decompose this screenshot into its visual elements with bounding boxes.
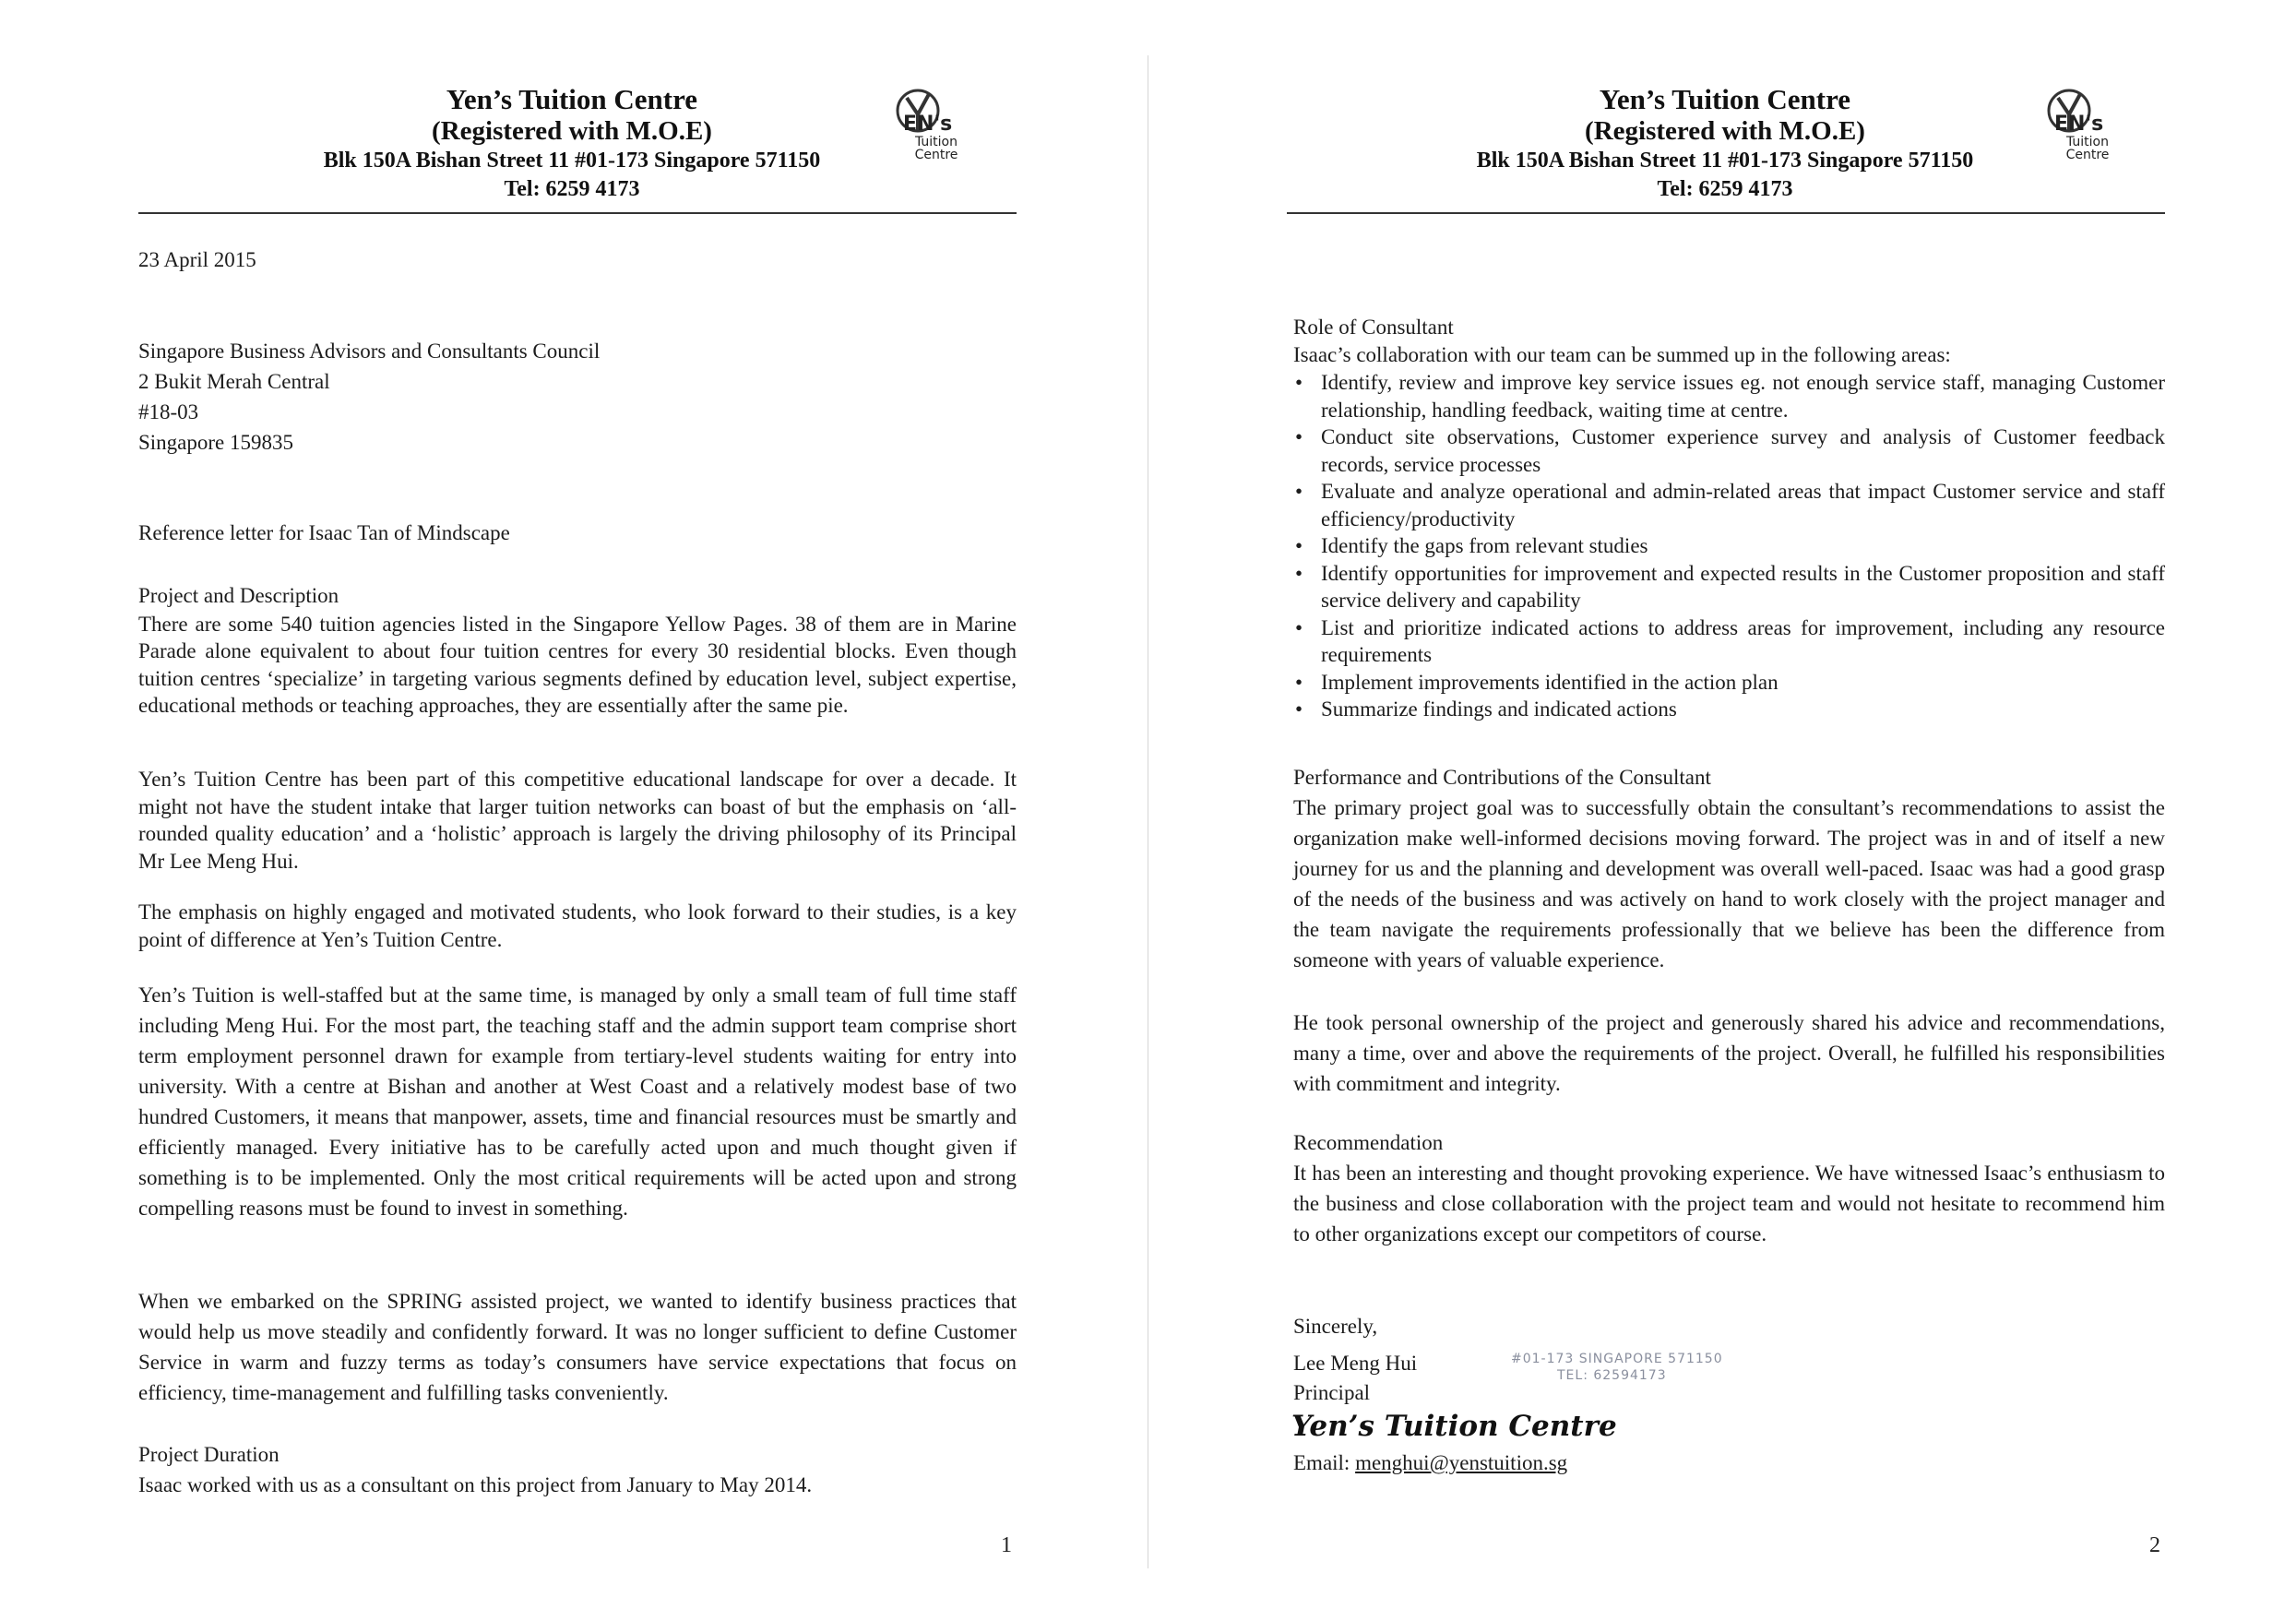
company-stamp (1511, 1351, 1723, 1384)
logo-tuition-text: Tuition (914, 135, 958, 149)
paragraph: He took personal ownership of the project and generously shared his advice and recommendations, many a time, over and above the requirements of the project. Overall, he fulfilled his responsibilities with commitment and integrity. (1293, 1011, 2165, 1095)
section-heading: Project Duration (138, 1443, 280, 1466)
section-heading: Performance and Contributions of the Consultant (1293, 766, 1711, 789)
role-list-item: • Implement improvements identified in the action plan (1293, 669, 2165, 697)
paragraph-block (138, 980, 1017, 1223)
role-list-item: • Evaluate and analyze operational and admin-related areas that impact Customer service and staff efficiency/productivity (1293, 478, 2165, 532)
paragraph: It has been an interesting and thought provoking experience. We have witnessed Isaac’s enthusiasm to the business and close collaboration with the project team and would not hesitate to recommend him to other organizations except our competitors of course. (1293, 1162, 2165, 1245)
page-number: 1 (1001, 1533, 1012, 1557)
recipient-line: Singapore 159835 (138, 431, 294, 454)
paragraph: Yen’s Tuition is well-staffed but at the same time, is managed by only a small team of full time staff including Meng Hui. For the most part, the teaching staff and the admin support team comprise short term employment personnel drawn for example from tertiary-level students waiting for entry into university. With a centre at Bishan and another at West Coast and a relatively modest base of two hundred Customers, it means that manpower, assets, time and financial resources must be smartly and efficiently managed. Every initiative has to be carefully acted upon and much thought given if something is to be implemented. Only the most critical requirements will be acted upon and strong compelling reasons must be found to invest in something. (138, 983, 1017, 1220)
letter-subject: Reference letter for Isaac Tan of Mindscape (138, 521, 510, 544)
letterhead-name: Yen’s Tuition Centre (1599, 83, 1851, 115)
logo-centre-text: Centre (914, 148, 958, 162)
paragraph-block (138, 1286, 1017, 1408)
role-of-consultant-section (1293, 314, 2165, 723)
logo-tuition-text: Tuition (2065, 135, 2109, 149)
letterhead-tel: Tel: 6259 4173 (504, 177, 640, 201)
role-list-item: • Identify the gaps from relevant studies (1293, 532, 2165, 560)
email-link[interactable]: menghui@yenstuition.sg (1355, 1451, 1568, 1474)
section-heading: Project and Description (138, 584, 339, 607)
tuition-centre-logo (890, 85, 992, 177)
letterhead-tel: Tel: 6259 4173 (1657, 177, 1793, 201)
letterhead-address: Blk 150A Bishan Street 11 #01-173 Singapore 571150 (323, 149, 821, 173)
letterhead-divider (1287, 212, 2165, 214)
role-list-item: • Summarize findings and indicated actions (1293, 696, 2165, 723)
project-description-section (138, 581, 1017, 720)
letterhead (1430, 83, 2020, 204)
logo-centre-text: Centre (2065, 148, 2110, 162)
paragraph-block (1293, 1007, 2165, 1099)
page-number: 2 (2149, 1533, 2160, 1557)
stamp-tel-text: TEL: 62594173 (1557, 1368, 1667, 1383)
logo-ens-text: EN's (2054, 113, 2104, 136)
email-label: Email: (1293, 1451, 1356, 1474)
recipient-line: #18-03 (138, 400, 199, 423)
section-heading: Role of Consultant (1293, 316, 1454, 339)
letterhead-registration: (Registered with M.O.E) (1585, 116, 1865, 146)
paragraph: When we embarked on the SPRING assisted project, we wanted to identify business practices that would help us move steadily and confidently forward. It was no longer sufficient to define Customer Service in warm and fuzzy terms as today’s consumers have service expectations that focus on efficiency, time-management and fulfilling tasks conveniently. (138, 1290, 1017, 1404)
handwritten-signature: Yen’s Tuition Centre (1291, 1410, 1617, 1443)
role-intro: Isaac’s collaboration with our team can be summed up in the following areas: (1293, 343, 1951, 366)
tuition-centre-logo (2041, 85, 2143, 177)
stamp-address-text: #01-173 SINGAPORE 571150 (1511, 1352, 1723, 1366)
signer-title: Principal (1293, 1381, 1371, 1404)
paragraph: There are some 540 tuition agencies listed in the Singapore Yellow Pages. 38 of them are in Marine Parade alone equivalent to about four tuition centres for every 30 residential blocks. Even though tuition centres ‘specialize’ in targeting various segments defined by education level, subject expertise, educational methods or teaching approaches, they are essentially after the same pie. (138, 612, 1017, 717)
paragraph: The primary project goal was to successfully obtain the consultant’s recommendations to assist the organization make well-informed decisions moving forward. The project was in and of itself a new journey for us and the planning and development was overall well-paced. Isaac was had a good grasp of the needs of the business and was actively on hand to work closely with the project manager and the team navigate the requirements professionally that we believe has been the difference from someone with years of valuable experience. (1293, 796, 2165, 971)
logo-ens-text: EN's (903, 113, 953, 136)
recipient-line: Singapore Business Advisors and Consultants Council (138, 340, 601, 363)
letterhead-divider (138, 212, 1017, 214)
role-list-item: • Conduct site observations, Customer experience survey and analysis of Customer feedback records, service processes (1293, 423, 2165, 478)
letter-date: 23 April 2015 (138, 248, 256, 271)
letterhead (277, 83, 867, 204)
role-list-item: • List and prioritize indicated actions to address areas for improvement, including any resource requirements (1293, 614, 2165, 669)
role-list (1293, 369, 2165, 723)
role-list-item: • Identify, review and improve key service issues eg. not enough service staff, managing Customer relationship, handling feedback, waiting time at centre. (1293, 369, 2165, 423)
closing: Sincerely, (1293, 1315, 1378, 1338)
recipient-line: 2 Bukit Merah Central (138, 370, 330, 393)
paragraph: Yen’s Tuition Centre has been part of this competitive educational landscape for over a decade. It might not have the student intake that larger tuition networks can boast of but the emphasis on ‘all-rounded quality education’ and a ‘holistic’ approach is largely the driving philosophy of its Principal Mr Lee Meng Hui. (138, 768, 1017, 873)
letter-page-2 (1148, 0, 2296, 1609)
section-heading: Recommendation (1293, 1131, 1444, 1154)
paragraph: Isaac worked with us as a consultant on this project from January to May 2014. (138, 1473, 813, 1496)
signer-name: Lee Meng Hui (1293, 1352, 1418, 1375)
role-list-item: • Identify opportunities for improvement and expected results in the Customer proposition and staff service delivery and capability (1293, 560, 2165, 614)
project-duration-section (138, 1439, 1017, 1500)
letterhead-address: Blk 150A Bishan Street 11 #01-173 Singapore 571150 (1476, 149, 1974, 173)
recipient-address (138, 336, 1017, 458)
contact-email (1293, 1448, 1847, 1478)
recommendation-section (1293, 1127, 2165, 1249)
paragraph-block (138, 899, 1017, 953)
performance-section (1293, 762, 2165, 975)
paragraph-block (138, 766, 1017, 875)
letterhead-registration: (Registered with M.O.E) (432, 116, 712, 146)
letterhead-name: Yen’s Tuition Centre (446, 83, 698, 115)
paragraph: The emphasis on highly engaged and motivated students, who look forward to their studies, is a key point of difference at Yen’s Tuition Centre. (138, 900, 1017, 951)
